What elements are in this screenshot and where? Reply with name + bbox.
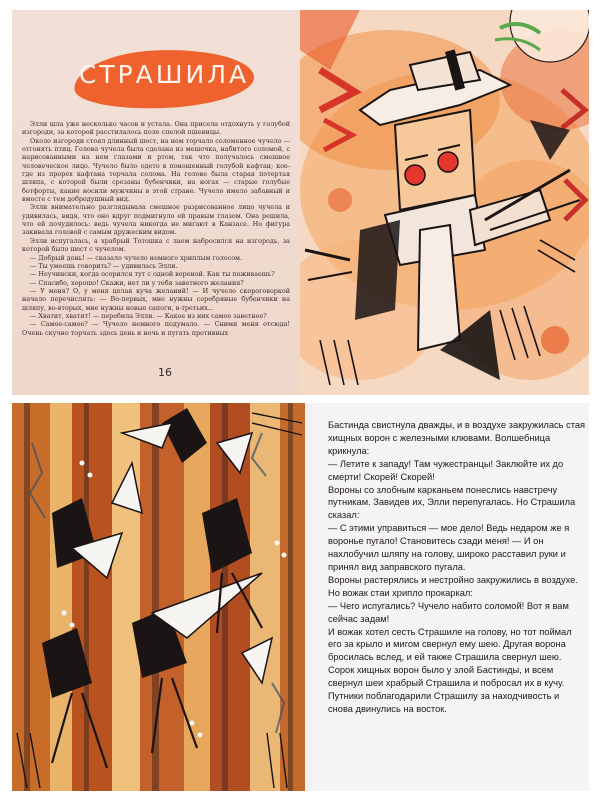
paragraph: Около изгороди стоял длинный шест, на нем торчало соломенное чучело — отгонять птиц. Голова чучела была сделана из мешочка, набитого соломой, с нарисованными на нем глазами и ртом, так что получалось смешное человеческое лицо. Чучело было одето в поношенный голубой кафтан; кое-где из прорех кафтана торчала солома. На голове была старая потертая шляпа, с которой были срезаны бубенчики, на ногах — старые голубые ботфорты, какие носили мужчины в этой стране. Чучело имело забавный и вместе с тем добродушный вид. — [22, 136, 290, 204]
paragraph: Путники поблагодарили Страшилу за находчивость и снова двинулись на восток. — [328, 691, 560, 714]
paragraph: — Самое-самое? — Чучело немного подумало. — Сними меня отсюда! Очень скучно торчать здесь день и ночь и пугать противных — [22, 320, 290, 337]
paragraph: И вожак хотел сесть Страшиле на голову, но тот поймал его за крыло и мигом свернул ему шею. Другая ворона бросилась вслед, и ей также Страшила свернул шею. Сорок хищных ворон было у злой Бастинды, и всем свернул шеи храбрый Страшила и побросал их в кучу. — [328, 626, 572, 689]
crows-art — [12, 403, 305, 791]
chapter-body-text — [22, 120, 290, 337]
paragraph: — Ты умеешь говорить? — удивилась Элли. — [30, 261, 178, 270]
chapter-body-text — [328, 419, 586, 716]
bottom-spread — [12, 403, 589, 791]
paragraph: — Добрый день! — сказало чучело немного хриплым голосом. — [30, 253, 243, 262]
paragraph: — Хватит, хватит! — перебила Элли. — Какое из них самое заветное? — [30, 311, 267, 320]
chapter-title: СТРАШИЛА — [78, 60, 250, 89]
left-text-page — [12, 10, 300, 395]
crows-illustration — [12, 403, 305, 791]
paragraph: — Летите к западу! Там чужестранцы! Заклюйте их до смерти! Скорей! Скорей! — [328, 458, 564, 482]
paragraph: Бастинда свистнула дважды, и в воздухе закружилась стая хищных ворон с железными клювами. Волшебница крикнула: — [328, 420, 586, 456]
scarecrow-art — [300, 10, 589, 395]
paragraph: — С этими управиться — мое дело! Ведь недаром же я вороньe пугало! Становитесь сзади меня! — И он нахлобучил шляпу на голову, широко расставил руки и принял вид заправского пугала. — [328, 523, 570, 572]
paragraph: Элли шла уже несколько часов и устала. Она присела отдохнуть у голубой изгороди, за которой расстилалось поле спелой пшеницы. — [22, 120, 290, 137]
paragraph: — Чего испугались? Чучело набито соломой! Вот я вам сейчас задам! — [328, 600, 569, 624]
paragraph: Вороны растерялись и нестройно закружились в воздухе. Но вожак стаи хрипло прокаркал: — [328, 574, 578, 598]
paragraph: Элли испугалась, а храбрый Тотошка с лаем набросился на изгородь, за которой было шест с чучелом. — [22, 236, 290, 254]
paragraph: Вороны со злобным карканьем понеслись навстречу путникам. Завидев их, Элли перепугалась. Но Страшила сказал: — [328, 484, 576, 521]
paragraph: — Неучински, когда осорился тут с одной вороной. Как ты поживаешь? — [30, 270, 275, 279]
paragraph: Элли внимательно разглядывала смешное разрисованное лицо чучела и удивилась, видя, что оно вдруг подмигнуло ей правым глазом. Она решила, что ей почудилось: ведь чучела никогда не мигают в Канзасе. Но фигура закивала головой с самым дружеским видом. — [22, 203, 290, 237]
paragraph: — Спасибо, хорошо! Скажи, нет ли у тебя заветного желания? — [30, 278, 244, 287]
page-number: 16 — [158, 366, 172, 379]
right-text-page — [312, 403, 589, 791]
top-spread — [12, 10, 589, 395]
scarecrow-illustration — [300, 10, 589, 395]
paragraph: — У меня? О, у меня целая куча желаний! — И чучело скороговоркой начало перечислять: — Во-первых, мне нужны серебряные бубенчики на шляпу, во-вторых, мне нужны новые сапоги, в-третьих... — [22, 286, 290, 312]
